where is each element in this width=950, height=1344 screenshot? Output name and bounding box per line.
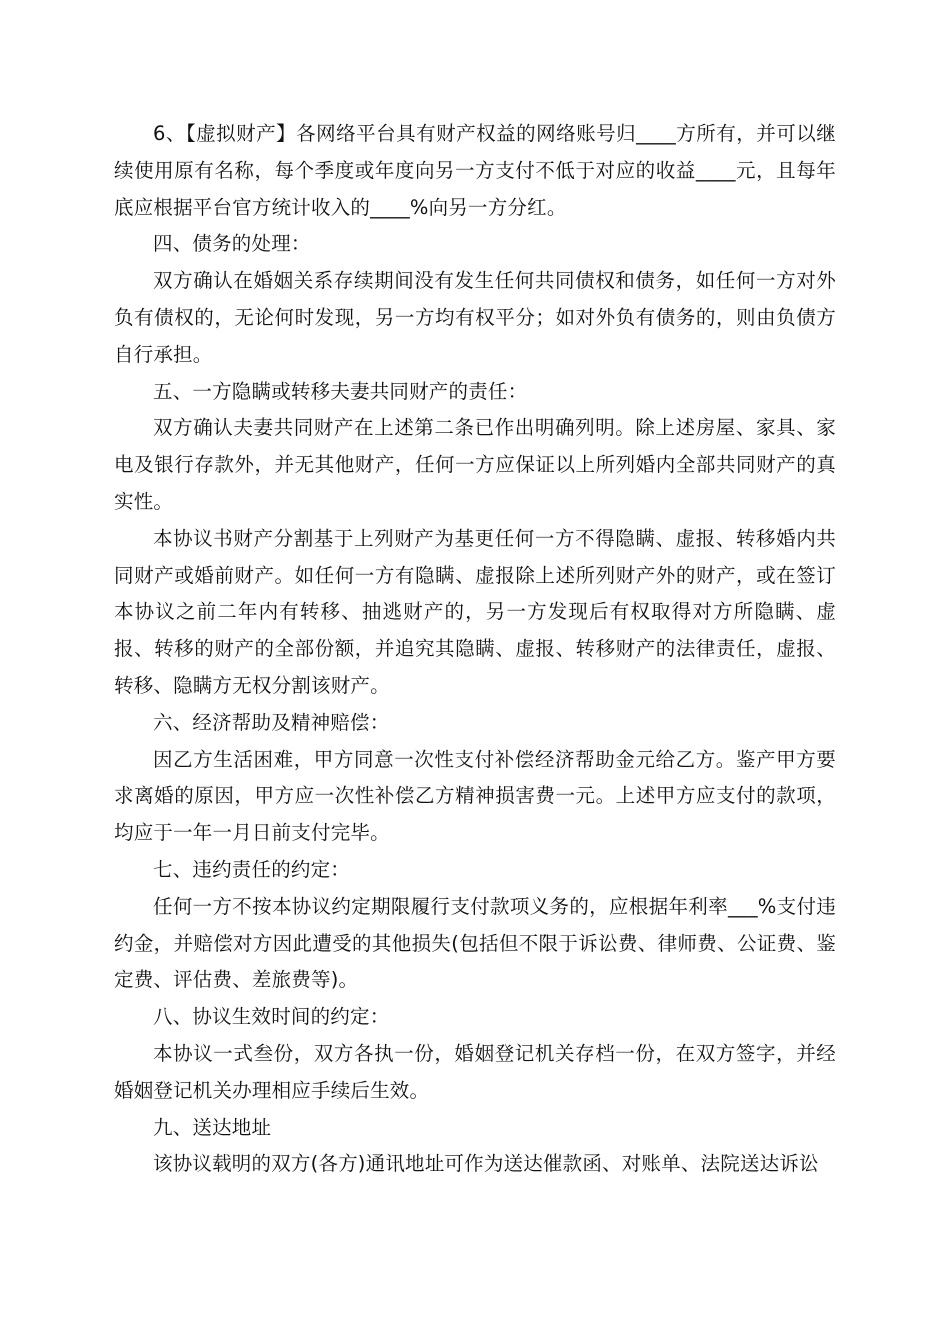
section-heading-concealment: 五、一方隐瞒或转移夫妻共同财产的责任： bbox=[153, 379, 528, 403]
paragraph-debt: 双方确认在婚姻关系存续期间没有发生任何共同债权和债务，如任何一方对外负有债权的，无论何时发现，另一方均有权平分；如对外负有债务的，则由负债方自行承担。 bbox=[114, 269, 836, 366]
section-heading-compensation: 六、经济帮助及精神赔偿： bbox=[153, 710, 390, 734]
paragraph-liability: 任何一方不按本协议约定期限履行支付款项义务的，应根据年利率___%支付违约金，并赔偿对方因此遭受的其他损失(包括但不限于诉讼费、律师费、公证费、鉴定费、评估费、差旅费等)。 bbox=[114, 894, 836, 992]
paragraph-address: 该协议载明的双方(各方)通讯地址可作为送达催款函、对账单、法院送达诉讼 bbox=[153, 1152, 819, 1176]
document-body bbox=[114, 116, 836, 1183]
paragraph-compensation: 因乙方生活困难，甲方同意一次性支付补偿经济帮助金元给乙方。鉴产甲方要求离婚的原因，甲方应一次性补偿乙方精神损害费一元。上述甲方应支付的款项，均应于一年一月日前支付完毕。 bbox=[114, 747, 836, 845]
paragraph-concealment-1: 双方确认夫妻共同财产在上述第二条已作出明确列明。除上述房屋、家具、家电及银行存款外，并无其他财产，任何一方应保证以上所列婚内全部共同财产的真实性。 bbox=[114, 416, 836, 513]
clause-virtual-property: 6、【虚拟财产】各网络平台具有财产权益的网络账号归____方所有，并可以继续使用原有名称，每个季度或年度向另一方支付不低于对应的收益____元，且每年底应根据平台官方统计收入的____%向另一方分红。 bbox=[114, 122, 836, 219]
section-heading-effective: 八、协议生效时间的约定： bbox=[153, 1005, 390, 1029]
paragraph-concealment-2: 本协议书财产分割基于上列财产为基更任何一方不得隐瞒、虚报、转移婚内共同财产或婚前财产。如任何一方有隐瞒、虚报除上述所列财产外的财产，或在签订本协议之前二年内有转移、抽逃财产的，另一方发现后有权取得对方所隐瞒、虚报、转移的财产的全部份额，并追究其隐瞒、虚报、转移财产的法律责任，虚报、转移、隐瞒方无权分割该财产。 bbox=[114, 526, 836, 697]
section-heading-liability: 七、违约责任的约定： bbox=[153, 857, 351, 881]
section-heading-address: 九、送达地址 bbox=[153, 1115, 272, 1139]
section-heading-debt: 四、债务的处理： bbox=[153, 232, 311, 256]
paragraph-effective: 本协议一式叁份，双方各执一份，婚姻登记机关存档一份，在双方签字，并经婚姻登记机关办理相应手续后生效。 bbox=[114, 1041, 836, 1102]
